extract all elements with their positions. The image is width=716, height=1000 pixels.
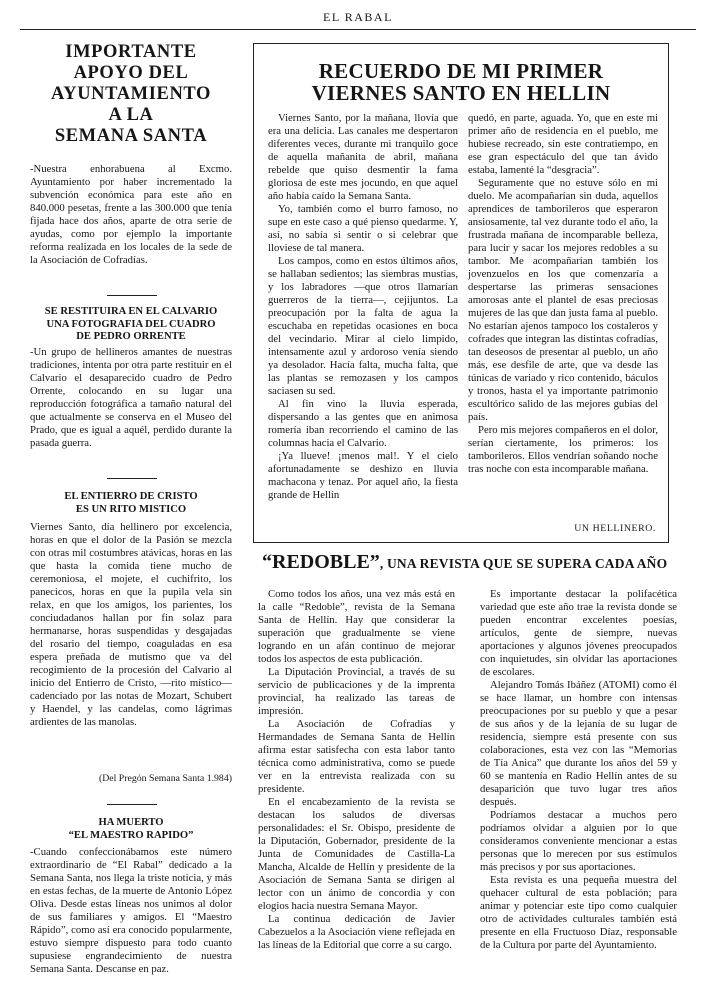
paragraph [480, 588, 677, 679]
paragraph-text: Como todos los años, una vez más está en la calle “Redoble”, revista de la Semana Santa de Hellín. Hay que considerar la superación que gradualmente se viene logrando en un afán continuo de mejorar todos los aspectos de esta publicación. [258, 588, 455, 665]
boxed-column-2 [468, 112, 658, 476]
paragraph [468, 424, 658, 476]
paragraph-text: Los campos, como en estos últimos años, se hallaban sedientos; las siembras mustias, y los labradores —que otros llamarían guerreros de la tierra—, cejijuntos. La preocupación por la falta de agua la escuchaba en repetidas ocasiones en boca del vecindario. Mirar al cielo limpido, intensamente azul y ardoroso venía siendo ya desolador. Hacía falta, mucha falta, que las plantas se remozasen y los campos saciasen su sed. [268, 255, 458, 397]
paragraph-text: La continua dedicación de Javier Cabezuelos a la Asociación viene reflejada en las líneas de la Editorial que corre a su cargo. [258, 913, 455, 951]
paragraph-text: Seguramente que no estuve sólo en mi duelo. Me acompañarían sin duda, aquellos aprendices de tamborileros que esperaron ansiosamente, tal vez durante todo el año, la frustrada mañana de incomparable belleza, para lucir y sacar los mejores redobles a su tambor. Me acompañarían también los jovenzuelos en los que comenzaría a despertarse las primeras sensaciones amorosas ante el plantel de esas preciosas mujeres de las que dan justa fama al pueblo. No estarían ajenos tampoco los costaleros y cofrades que integran las distintas cofradías, tan deseosos de presentar al pueblo, un año más, ese desfile de arte, que va desde las túnicas de variado y rico contenido, báculos y tronos, hasta el ya importante patrimonio escultórico salido de las mejores gubias del país. [468, 177, 658, 423]
paragraph-text: Alejandro Tomás Ibáñez (ATOMI) como él se hace llamar, un hombre con intensas preocupaciones por su pueblo y que a pesar de sus años y de la lejanía de su lugar de residencia, siempre está presente con sus colaboraciones, esta vez con las “Memorias de Tía Anica” que durante los años del 59 y 60 se mantenía en Radio Hellín antes de su desaparición que tuvo lugar tres años después. [480, 679, 677, 808]
article3-title-line: ES UN RITO MISTICO [75, 503, 187, 515]
article1-title-line: IMPORTANTE [65, 42, 197, 62]
paragraph [268, 450, 458, 502]
article2-body: -Un grupo de hellineros amantes de nuestras tradiciones, intenta por otra parte restituir en el Calvario el desaparecido cuadro de Pedro Orrente, colocando en su lugar una reproducción fotográfica a tamaño natural del que actualmente se conserva en el Museo del Prado, que es igual a aquél, perdido durante la pasada guerra. [30, 346, 232, 449]
paragraph-text: Al fin vino la lluvia esperada, dispersando a las gentes que en animosa romería iban recorriendo el camino de las columnas hacia el Calvario. [268, 398, 458, 449]
paragraph [258, 588, 455, 666]
paragraph-text: La Diputación Provincial, a través de su servicio de publicaciones y de la imprenta provincial, ha realizado las tareas de impresión. [258, 666, 455, 717]
redoble-column-1 [258, 588, 455, 952]
redoble-title-main: “REDOBLE” [262, 551, 380, 573]
article3-title-line: EL ENTIERRO DE CRISTO [64, 491, 198, 502]
paragraph [268, 203, 458, 255]
boxed-title-line: VIERNES SANTO EN HELLIN [311, 81, 611, 105]
masthead: EL RABAL [323, 10, 393, 24]
paragraph-text: Podríamos destacar a muchos pero podríamos olvidar a alguien por lo que consideramos conveniente mencionar a estas personas que lo merecen por sus estímulos más precisos y por sus aportaciones. [480, 809, 677, 873]
article1-title-line: A LA [108, 105, 154, 125]
boxed-column-1 [268, 112, 458, 502]
boxed-signature: UN HELLINERO. [574, 523, 656, 534]
redoble-title-sub: , UNA REVISTA QUE SE SUPERA CADA AÑO [379, 556, 668, 571]
paragraph-text: Pero mis mejores compañeros en el dolor, serían ciertamente, los primeros: los tamborileros. Ellos vendrían soñando noche tras noche con esta incomparable mañana. [468, 424, 658, 475]
paragraph [468, 177, 658, 424]
paragraph-text: La Asociación de Cofradías y Hermandades de Semana Santa de Hellín afirma estar satisfecha con esta labor tanto técnica como administrativa, como se puede ver en la entrevista realizada con su presidente. [258, 718, 455, 795]
section-divider [107, 804, 157, 805]
paragraph-text: ¡Ya llueve! ¡menos mal!. Y el cielo afortunadamente se deshizo en lluvia machacona y tenaz. Por aquel año, la fiesta grande de Hellín [268, 450, 458, 501]
paragraph-text: quedó, en parte, aguada. Yo, que en este mi primer año de residencia en el pueblo, me hubiese recreado, sin este contratiempo, en ese gran espectáculo del que tan ávido estaba, lamenté la “desgracia”. [468, 112, 658, 176]
paragraph-text: Esta revista es una pequeña muestra del quehacer cultural de esta población; para animar y potenciar este tipo como cualquier otro de actividades culturales también está presente en ella Fructuoso Díaz, responsable de la Cultura por parte del Ayuntamiento. [480, 874, 677, 951]
boxed-title-line: RECUERDO DE MI PRIMER [318, 59, 604, 83]
section-divider [107, 478, 157, 479]
paragraph [258, 796, 455, 913]
article2-title-line: DE PEDRO ORRENTE [76, 331, 186, 342]
article2-title-line: SE RESTITUIRA EN EL CALVARIO [44, 306, 218, 317]
section-divider [107, 295, 157, 296]
article3-title [30, 491, 232, 516]
article4-title [30, 817, 232, 842]
article1-title-line: SEMANA SANTA [54, 126, 208, 146]
paragraph-text: Es importante destacar la polifacética variedad que este año trae la revista donde se pueden encontrar excelentes poesías, artículos, gente de siempre, nuevas aportaciones y algunos jóvenes preocupados con inquietudes, sin olvidar las aportaciones de escolares. [480, 588, 677, 678]
article4-body: -Cuando confeccionábamos este número extraordinario de “El Rabal” dedicado a la Semana Santa, nos llega la triste noticia, y más en estas fechas, de la muerte de Antonio López Oliva. Desde estas líneas nos unimos al dolor de sus familiares y amigos. El “Maestro Rápido”, como así era conocido popularmente, estuvo siempre dispuesto para todo cuanto supusiese engrandecimiento de nuestra Semana Santa. Descanse en paz. [30, 846, 232, 975]
paragraph-text: Yo, también como el burro famoso, no supe en este caso a qué pienso quedarme. Y, así, no sabía si sentir o si celebrar que lloviese de tal manera. [268, 203, 458, 254]
article1-title-line: AYUNTAMIENTO [50, 84, 212, 104]
boxed-article-title [253, 60, 669, 104]
paragraph-text: En el encabezamiento de la revista se destacan los saludos de diversas personalidades: el Sr. Obispo, presidente de la Diputación, Gobernador, presidente de la Junta de Comunidades de Castilla-La Mancha, Alcalde de Hellín y presidente de la Asociación de Semana Santa se dirigen al lector con un ánimo de concordia y con elogios hacia nuestra Semana Mayor. [258, 796, 455, 912]
paragraph-text: Viernes Santo, por la mañana, llovía que era una delicia. Las canales me despertaron diferentes veces, durante mi tranquilo goce de aquella mañanita de abril, mañana rebelde que quiso desmentir la fama gloriosa de este mes jocundo, en que aquel año había caído la Semana Santa. [268, 112, 458, 202]
article1-title [30, 42, 232, 147]
paragraph [258, 666, 455, 718]
article4-title-line: HA MUERTO [98, 817, 164, 828]
article4-title-line: “EL MAESTRO RAPIDO” [68, 829, 194, 841]
article2-title [30, 306, 232, 344]
paragraph [268, 112, 458, 203]
paragraph [480, 874, 677, 952]
article2-title-line: UNA FOTOGRAFIA DEL CUADRO [46, 318, 216, 330]
redoble-column-2 [480, 588, 677, 952]
paragraph [480, 809, 677, 874]
paragraph [268, 398, 458, 450]
top-rule [20, 29, 696, 30]
paragraph [268, 255, 458, 398]
article3-body: Viernes Santo, día hellinero por excelencia, horas en que el dolor de la Pasión se mezcla con otras mil costumbres atávicas, horas en las que hasta la comida tiene mucho de ceremoniosa, el mojete, el cuchifrito, los panecicos, horas en que la pupila vela sin relax, en que los amigos, los parientes, los conciudadanos hallan por fin solaz para hermanarse, horas suspendidas y desgajadas del rosario del tiempo, coaguladas en esa espera preñada de mutismo que va del recogimiento de la procesión del Calvario al inicio del Entierro de Cristo, —rito místico— cadenciado por las notas de Mozart, Schubert y Haendel, y las candelas, como lágrimas ardientes de las manolas. [30, 521, 232, 728]
paragraph [480, 679, 677, 809]
article1-title-line: APOYO DEL [73, 63, 189, 83]
paragraph [258, 913, 455, 952]
article3-source: (Del Pregón Semana Santa 1.984) [98, 773, 232, 784]
redoble-title [262, 551, 682, 575]
paragraph [258, 718, 455, 796]
article1-body: -Nuestra enhorabuena al Excmo. Ayuntamiento por haber incrementado la subvención económica para este año en 840.000 pesetas, frente a las 300.000 que tenía fijada hace dos años, aparte de otra serie de ayudas, como por ejemplo la importante reforma realizada en los locales de la sede de la Asociación de Cofradías. [30, 163, 232, 266]
paragraph [468, 112, 658, 177]
